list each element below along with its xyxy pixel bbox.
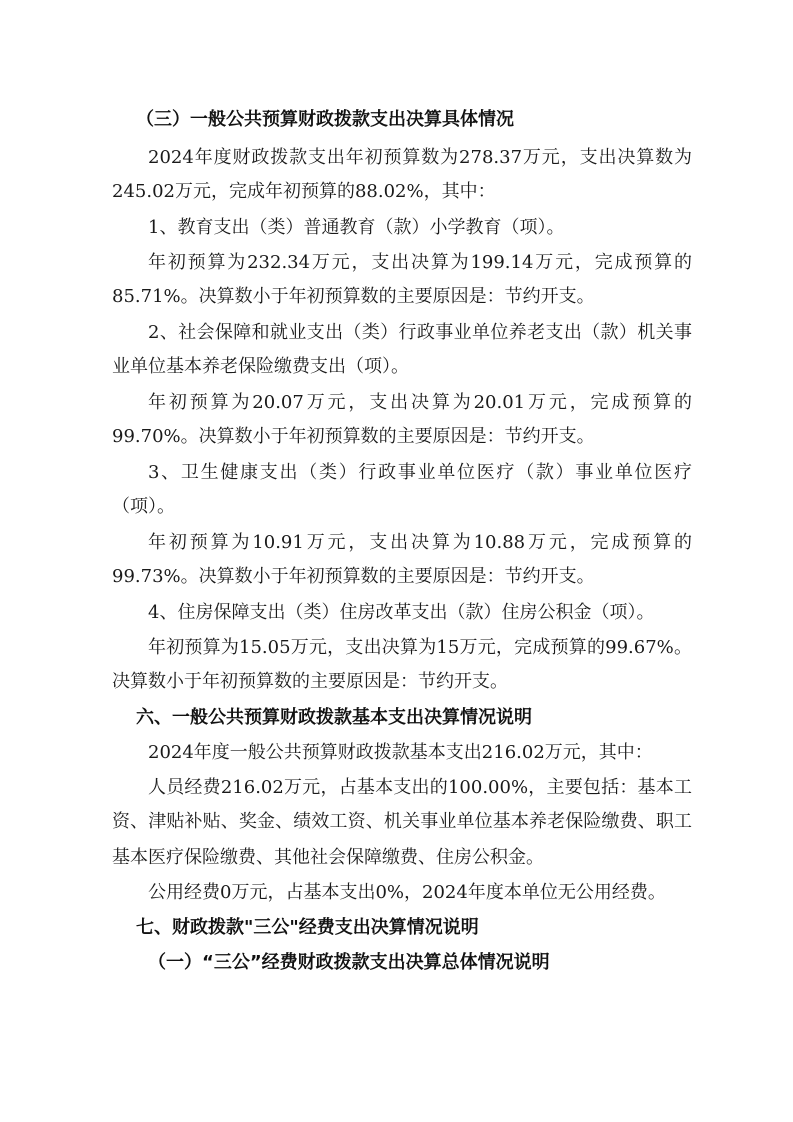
section-heading: （三）一般公共预算财政拨款支出决算具体情况 — [136, 109, 514, 130]
paragraph-line: 年初预算为15.05万元，支出决算为15万元，完成预算的99.67%。 — [148, 637, 692, 658]
paragraph-line: 公用经费0万元，占基本支出0%，2024年度本单位无公用经费。 — [148, 882, 666, 903]
subsection-heading: （一）“三公”经费财政拨款支出决算总体情况说明 — [148, 952, 550, 973]
paragraph-line: 2024年度财政拨款支出年初预算数为278.37万元，支出决算数为 — [148, 147, 692, 168]
paragraph-line: 99.70%。决算数小于年初预算数的主要原因是：节约开支。 — [112, 426, 595, 447]
paragraph-line: 2024年度一般公共预算财政拨款基本支出216.02万元，其中： — [148, 742, 653, 763]
paragraph-line: 85.71%。决算数小于年初预算数的主要原因是：节约开支。 — [112, 286, 595, 307]
paragraph-line: 年初预算为232.34万元，支出决算为199.14万元，完成预算的 — [148, 252, 692, 273]
list-item: （项）。 — [112, 496, 175, 517]
section-heading: 六、一般公共预算财政拨款基本支出决算情况说明 — [136, 707, 532, 728]
paragraph-line: 年初预算为20.07万元，支出决算为20.01万元，完成预算的 — [148, 392, 692, 413]
paragraph-line: 基本医疗保险缴费、其他社会保障缴费、住房公积金。 — [112, 847, 544, 868]
list-item: 业单位基本养老保险缴费支出（项）。 — [112, 356, 409, 377]
paragraph-line: 245.02万元，完成年初预算的88.02%，其中： — [112, 181, 496, 202]
paragraph-line: 人员经费216.02万元，占基本支出的100.00%，主要包括：基本工 — [148, 777, 692, 798]
section-heading: 七、财政拨款"三公"经费支出决算情况说明 — [136, 917, 479, 938]
list-item: 2、社会保障和就业支出（类）行政事业单位养老支出（款）机关事 — [148, 322, 692, 343]
list-item: 1、教育支出（类）普通教育（款）小学教育（项）。 — [148, 217, 565, 238]
paragraph-line: 99.73%。决算数小于年初预算数的主要原因是：节约开支。 — [112, 566, 595, 587]
paragraph-line: 决算数小于年初预算数的主要原因是：节约开支。 — [112, 671, 508, 692]
list-item: 3、卫生健康支出（类）行政事业单位医疗（款）事业单位医疗 — [148, 462, 692, 483]
paragraph-line: 年初预算为10.91万元，支出决算为10.88万元，完成预算的 — [148, 532, 692, 553]
list-item: 4、住房保障支出（类）住房改革支出（款）住房公积金（项）。 — [148, 602, 655, 623]
paragraph-line: 资、津贴补贴、奖金、绩效工资、机关事业单位基本养老保险缴费、职工 — [112, 811, 692, 832]
